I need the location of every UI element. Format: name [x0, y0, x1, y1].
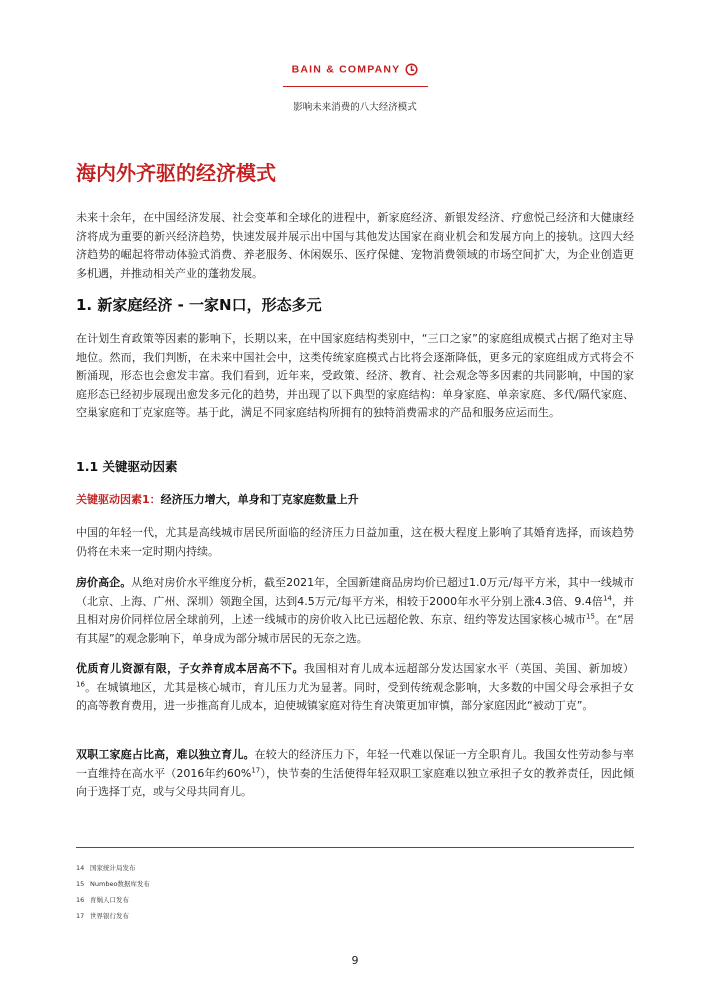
- footnote-ref-14: 14: [602, 593, 612, 602]
- intro-paragraph: 未来十余年，在中国经济发展、社会变革和全球化的进程中，新家庭经济、新银发经济、疗愈悦己经济和大健康经济将成为重要的新兴经济趋势，快速发展并展示出中国与其他发达国家在商业机会和发展方向上的接轨。这四大经济趋势的崛起将带动体验式消费、养老服务、休闲娱乐、医疗保健、宠物消费领域的市场空间扩大，为企业创造更多机遇，并推动相关产业的蓬勃发展。: [76, 211, 634, 280]
- key-driver-label: 关键驱动因素1：: [76, 493, 161, 506]
- footnote-divider: [76, 847, 634, 848]
- childcare-lead: 优质育儿资源有限，子女养育成本居高不下。: [76, 662, 304, 675]
- footnote-ref-16: 16: [76, 679, 85, 688]
- key-driver-text: 经济压力增大，单身和丁克家庭数量上升: [160, 493, 359, 506]
- heading-key-drivers: 1.1 关键驱动因素: [76, 459, 178, 474]
- paragraph-economic-pressure: 中国的年轻一代，尤其是高线城市居民所面临的经济压力日益加重，这在极大程度上影响了其婚育选择，而该趋势仍将在未来一定时期内持续。: [76, 526, 634, 558]
- dual-income-lead: 双职工家庭占比高，难以独立育儿。: [76, 748, 255, 761]
- footnote-14: 14 国家统计局发布: [76, 864, 136, 872]
- heading-new-family-economy: 1. 新家庭经济 - 一家N口，形态多元: [76, 296, 322, 314]
- footnote-16: 16 育娲人口发布: [76, 896, 129, 904]
- page-number: 9: [351, 954, 359, 967]
- paragraph-childcare-cost: 优质育儿资源有限，子女养育成本居高不下。我国相对育儿成本远超部分发达国家水平（英国、美国、新加坡）$^{16}$。在城镇地区，尤其是核心城市，育儿压力尤为显著。同时，受到传统观念影响，大多数的中国父母会承担子女的高等教育费用，进一步推高育儿成本，迫使城镇家庭对待生育决策更加审慎，部分家庭因此“被动丁克”。: [76, 662, 635, 713]
- brand-name: BAIN & COMPANY: [291, 63, 401, 76]
- footnote-ref-17: 17: [251, 765, 261, 774]
- section-title: 海内外齐驱的经济模式: [76, 161, 276, 185]
- brand-header: [0, 63, 710, 76]
- header-divider: [283, 86, 428, 87]
- housing-lead: 房价高企。: [76, 576, 132, 589]
- paragraph-housing-prices: 房价高企。从绝对房价水平维度分析，截至2021年，全国新建商品房均价已超过1.0万元/每平方米，其中一线城市（北京、上海、广州、深圳）领跑全国，达到4.5万元/每平方米，相较于2000年水平分别上涨4.3倍、9.4倍$^{14}$，并且相对房价同样位居全球前列，上述一线城市的房价收入比已远超伦敦、东京、纽约等发达国家核心城市$^{15}$。在“居有其屋”的观念影响下，单身成为部分城市居民的无奈之选。: [76, 576, 635, 645]
- paragraph-family-structure: 在计划生育政策等因素的影响下，长期以来，在中国家庭结构类别中，“三口之家”的家庭组成模式占据了绝对主导地位。然而，我们判断，在未来中国社会中，这类传统家庭模式占比将会逐渐降低，更多元的家庭组成方式将会不断涌现，形态也会愈发丰富。我们看到，近年来，受政策、经济、教育、社会观念等多因素的共同影响，中国的家庭形态已经初步展现出愈发多元化的趋势，并出现了以下典型的家庭结构：单身家庭、单亲家庭、多代/隔代家庭、空巢家庭和丁克家庭等。基于此，满足不同家庭结构所拥有的独特消费需求的产品和服务应运而生。: [76, 332, 634, 420]
- bain-circle-logo-icon: [405, 63, 418, 76]
- key-driver-1: [76, 491, 359, 507]
- paragraph-dual-income: 双职工家庭占比高，难以独立育儿。在较大的经济压力下，年轻一代难以保证一方全职育儿。我国女性劳动参与率一直维持在高水平（2016年约60%$^{17}$），快节奏的生活使得年轻双职工家庭难以独立承担子女的教养责任，因此倾向于选择丁克，或与父母共同育儿。: [76, 748, 635, 799]
- footnote-15: 15 Numbeo数据库发布: [76, 880, 150, 888]
- footnote-17: 17 世界银行发布: [76, 912, 129, 920]
- footnote-ref-15: 15: [586, 612, 595, 621]
- document-title: 影响未来消费的八大经济模式: [293, 102, 417, 113]
